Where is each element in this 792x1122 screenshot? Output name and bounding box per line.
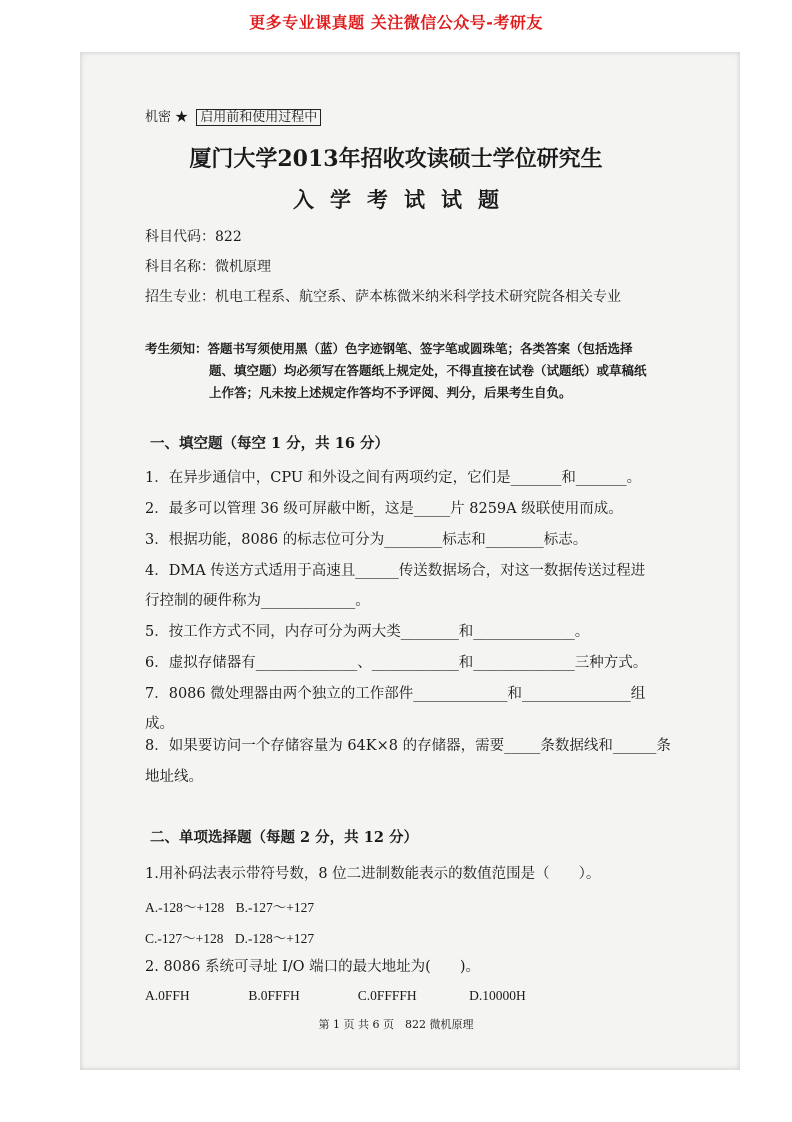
options-row [145, 988, 534, 1004]
notice-line: 上作答；凡未按上述规定作答均不予评阅、判分，后果考生自负。 [209, 385, 572, 400]
confidential-box: 启用前和使用过程中 [196, 109, 321, 126]
question-line: 2. 8086 系统可寻址 I/O 端口的最大地址为( )。 [145, 959, 480, 975]
question-line: 8．如果要访问一个存储容量为 64K×8 的存储器，需要_____条数据线和______条 [145, 738, 671, 754]
majors: 招生专业：机电工程系、航空系、萨本栋微米纳米科学技术研究院各相关专业 [145, 289, 621, 305]
question-line: 3．根据功能，8086 的标志位可分为________标志和________标志。 [145, 532, 588, 548]
confidential-text: 机密 ★ [145, 110, 189, 125]
subject-code: 科目代码：822 [145, 229, 242, 245]
option: B.0FFFH [248, 988, 300, 1003]
option: D.10000H [469, 988, 526, 1003]
question-line: 行控制的硬件称为_____________。 [145, 593, 370, 609]
question-line: 4．DMA 传送方式适用于高速且______传送数据场合，对这一数据传送过程进 [145, 563, 646, 579]
option: B.-127～+127 [235, 900, 315, 915]
question-line: 6．虚拟存储器有______________、____________和______________三种方式。 [145, 655, 648, 671]
notice-line: 题、填空题）均必须写在答题纸上规定处，不得直接在试卷（试题纸）或草稿纸 [209, 363, 647, 378]
option: A.0FFH [145, 988, 190, 1003]
question-line: 7．8086 微处理器由两个独立的工作部件_____________和_______________组 [145, 686, 646, 702]
notice-line: 考生须知：答题书写须使用黑（蓝）色字迹钢笔、签字笔或圆珠笔；各类答案（包括选择 [145, 341, 633, 356]
question-line: 地址线。 [145, 769, 203, 785]
option: C.-127～+128 [145, 931, 224, 946]
exam-title: 厦门大学2013年招收攻读硕士学位研究生 [189, 146, 603, 172]
promo-banner: 更多专业课真题 关注微信公众号-考研友 [249, 13, 543, 32]
exam-subtitle: 入学考试试题 [293, 187, 515, 212]
question-line: 2．最多可以管理 36 级可屏蔽中断，这是_____片 8259A 级联使用而成。 [145, 501, 623, 517]
question-line: 1.用补码法表示带符号数，8 位二进制数能表示的数值范围是（ ）。 [145, 866, 601, 882]
option: A.-128～+128 [145, 900, 225, 915]
section-heading: 一、填空题（每空 1 分，共 16 分） [150, 435, 389, 452]
confidential-label [145, 106, 321, 125]
exam-notice [145, 338, 647, 404]
subject-name: 科目名称：微机原理 [145, 259, 271, 275]
section-heading: 二、单项选择题（每题 2 分，共 12 分） [150, 829, 418, 846]
option: D.-128～+127 [234, 931, 315, 946]
options-row [145, 896, 322, 916]
option: C.0FFFFH [357, 988, 417, 1003]
question-line: 5．按工作方式不同，内存可分为两大类________和______________。 [145, 624, 590, 640]
page-footer: 第 1 页 共 6 页 822 微机原理 [318, 1018, 474, 1031]
question-line: 1．在异步通信中，CPU 和外设之间有两项约定，它们是_______和_______。 [145, 470, 642, 486]
question-line: 成。 [145, 716, 174, 732]
options-row [145, 927, 322, 947]
